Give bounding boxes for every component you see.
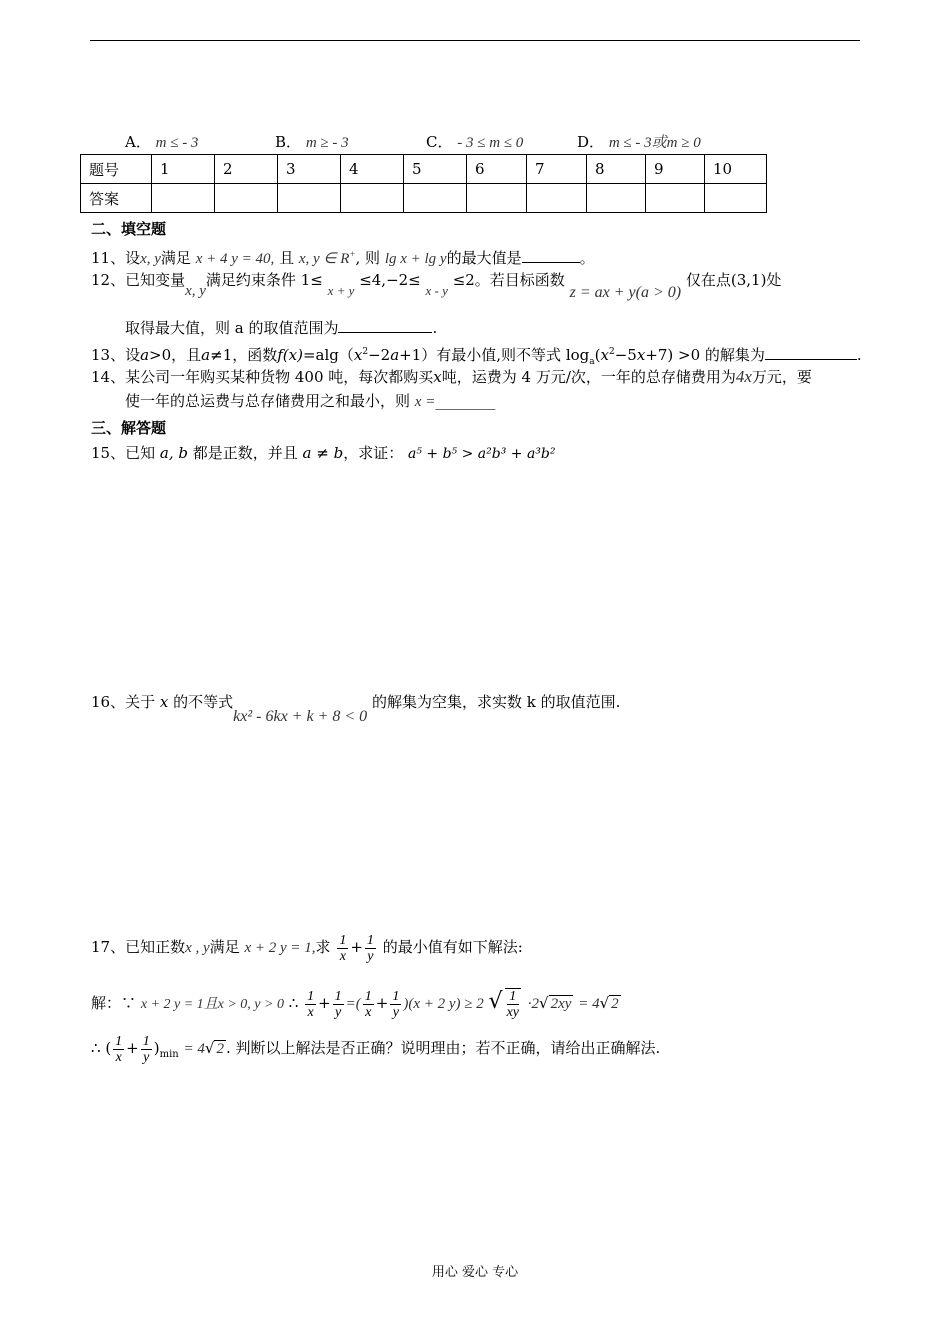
sqrt-2: 2 <box>216 1041 224 1057</box>
table-cell-number: 4 <box>341 155 404 184</box>
table-cell-number: 5 <box>404 155 467 184</box>
q16-prefix: 16、关于 <box>91 693 156 711</box>
q13-text2: >0，且 <box>149 346 202 364</box>
option-b-math: m ≥ - 3 <box>305 135 349 151</box>
q13-text3: ≠1，函数 <box>210 346 278 364</box>
sqrt-icon: √ <box>488 989 503 1014</box>
q12-text2: ≤4,−2≤ <box>359 271 421 289</box>
q17-solution-label: 解： <box>91 994 122 1012</box>
q14-text1: 14、某公司一年购买某种货物 400 吨，每次都购买 <box>91 368 434 386</box>
option-c <box>426 132 523 153</box>
fraction-1-over-x: $\frac{1}{x}$ <box>364 988 372 1020</box>
q14-text4: 使一年的总运费与总存储费用之和最小，则 <box>125 392 411 410</box>
q17-vars: x , y <box>185 940 210 956</box>
option-d-math: m ≤ - 3或m ≥ 0 <box>608 135 701 151</box>
table-cell-number: 3 <box>278 155 341 184</box>
q16-expression: kx² - 6kx + k + 8 < 0 <box>233 708 368 725</box>
fraction-1-over-y: $\frac{1}{y}$ <box>334 988 342 1020</box>
q13-fx: f(x) <box>277 346 303 364</box>
table-header-answer: 答案 <box>81 184 152 213</box>
table-cell-number: 7 <box>527 155 587 184</box>
therefore-symbol: ∴ <box>288 994 299 1012</box>
fraction-1-over-x: $\frac{1}{x}$ <box>115 1033 123 1065</box>
q11-suffix: 的最大值是 <box>446 249 522 267</box>
q14-x: x <box>433 368 442 386</box>
q11-mid: 满足 <box>160 249 191 267</box>
question-12-line1 <box>91 270 782 301</box>
answer-cell[interactable] <box>646 184 705 213</box>
q12-vars: x, y <box>185 283 206 299</box>
q14-text3: 万元，要 <box>751 368 812 386</box>
q12-text3: ≤2。若目标函数 <box>452 271 565 289</box>
option-d-label: D． <box>577 133 605 151</box>
table-cell-number: 6 <box>467 155 527 184</box>
q17-eq2: )(x + 2 y) ≥ 2 <box>403 996 484 1012</box>
q17-prefix: 17、已知正数 <box>91 938 186 956</box>
table-cell-number: 1 <box>152 155 215 184</box>
q17-suffix: 的最小值有如下解法: <box>382 938 523 956</box>
q11-answer-blank[interactable] <box>522 248 580 263</box>
page-footer: 用心 爱心 专心 <box>431 1265 519 1280</box>
q13-a3: a <box>390 346 400 364</box>
option-d <box>577 132 701 153</box>
q11-vars: x, y <box>140 251 161 267</box>
q13-text5: −2 <box>368 346 391 364</box>
fraction-1-over-x: $\frac{1}{x}$ <box>307 988 315 1020</box>
q11-expression: lg x + lg y <box>384 251 447 267</box>
q12-answer-blank[interactable] <box>338 318 432 333</box>
q11-condition: x + 4 y = 40, <box>195 251 275 267</box>
fraction-1-over-x: $\frac{1}{x}$ <box>339 932 347 964</box>
fraction-1-over-xy: $\frac{1}{xy}$ <box>506 989 520 1020</box>
q11-condition2: x, y ∈ R <box>298 251 350 267</box>
q13-a2: a <box>201 346 211 364</box>
answer-table <box>80 154 767 213</box>
q15-mid2: ，求证： <box>343 444 404 462</box>
q12-expr1: x + y <box>327 283 355 298</box>
q17-conclusion-text: . 判断以上解法是否正确？说明理由；若不正确，请给出正确解法. <box>225 1039 661 1057</box>
q17-condition: x + 2 y = 1, <box>244 940 316 956</box>
q17-solution: 解：∵ x + 2 y = 1且x > 0, y > 0 ∴ $\frac{1}{x}$ + $\frac{1}{y}$ =( $\frac{1}{x}$ + $\frac{1}{y}$ )(x + 2 y) ≥ 2 √ $\frac{1}{xy}$ ·2√ 2xy = 4√ 2 <box>91 988 619 1020</box>
answer-cell[interactable] <box>215 184 278 213</box>
answer-cell[interactable] <box>587 184 646 213</box>
question-11 <box>91 244 595 269</box>
q15-expression: a⁵ + b⁵ > a²b³ + a³b² <box>408 446 556 462</box>
q16-suffix: 的解集为空集，求实数 k 的取值范围. <box>371 693 621 711</box>
q13-x1: x <box>353 346 363 364</box>
therefore-symbol: ∴ <box>91 1039 101 1057</box>
sqrt-icon: √ <box>599 994 610 1012</box>
question-14-line2 <box>125 391 495 412</box>
q11-mid3: , 则 <box>355 249 381 267</box>
q15-ab: a, b <box>159 444 188 462</box>
answer-table-answer-row <box>81 184 767 213</box>
table-cell-number: 9 <box>646 155 705 184</box>
answer-cell[interactable] <box>278 184 341 213</box>
answer-cell[interactable] <box>404 184 467 213</box>
option-b-label: B． <box>275 133 302 151</box>
q13-text7: ( <box>594 346 601 364</box>
q14-4x: 4x <box>735 367 752 386</box>
q13-sup1: 2 <box>362 347 369 357</box>
q15-prefix: 15、已知 <box>91 444 156 462</box>
q12-line2: 取得最大值，则 a 的取值范围为 <box>125 319 339 337</box>
because-symbol: ∵ <box>121 994 137 1012</box>
q14-x-equals: x = <box>414 394 436 410</box>
q17-conclusion: ∴ ( $\frac{1}{x}$ + $\frac{1}{y}$ )$_{min} = 4√$ 2 . 判断以上解法是否正确？说明理由；若不正确，请给出正确解法. <box>91 1033 661 1065</box>
q17-eq4: = 4 <box>578 996 600 1012</box>
q14-answer-blank[interactable]: ________ <box>435 392 496 410</box>
q11-end: 。 <box>579 249 595 267</box>
q12-text4: 仅在点(3,1)处 <box>685 271 782 289</box>
fraction-1-over-y: $\frac{1}{y}$ <box>392 988 400 1020</box>
q13-a1: a <box>140 346 150 364</box>
q13-x2: x <box>600 346 609 364</box>
answer-cell[interactable] <box>527 184 587 213</box>
sqrt-2xy: 2xy <box>550 996 572 1012</box>
answer-cell[interactable] <box>705 184 767 213</box>
table-cell-number: 8 <box>587 155 646 184</box>
question-17: 17、已知正数x , y满足 x + 2 y = 1,求 $\frac{1}{x}$ + $\frac{1}{y}$ 的最小值有如下解法: <box>91 932 523 964</box>
q11-sup: + <box>349 249 356 259</box>
option-b <box>275 132 349 153</box>
question-14-line1 <box>91 367 812 387</box>
q13-answer-blank[interactable] <box>765 345 857 360</box>
question-12-line2 <box>125 318 437 338</box>
sqrt-2: 2 <box>611 996 619 1012</box>
q13-text9: +7) >0 的解集为 <box>645 346 765 364</box>
q13-text6: +1）有最小值,则不等式 log <box>399 346 590 364</box>
q13-text4: =alg（ <box>302 346 354 364</box>
table-cell-number: 10 <box>705 155 767 184</box>
option-a-math: m ≤ - 3 <box>155 135 199 151</box>
q12-text1: 满足约束条件 1≤ <box>205 271 323 289</box>
q13-sup2: 2 <box>608 347 615 357</box>
option-c-math: - 3 ≤ m ≤ 0 <box>457 135 524 151</box>
option-a-label: A． <box>125 133 151 151</box>
answer-table-number-row <box>81 155 767 184</box>
answer-cell[interactable] <box>152 184 215 213</box>
q13-end: . <box>856 346 862 364</box>
q16-x: x <box>159 693 169 711</box>
option-a <box>125 132 198 153</box>
q14-text2: 吨，运费为 4 万元/次，一年的总存储费用为 <box>441 368 736 386</box>
answer-cell[interactable] <box>341 184 404 213</box>
q12-objective: z = ax + y(a > 0) <box>569 284 682 301</box>
sqrt-icon: √ <box>539 994 549 1012</box>
sqrt-icon: √ <box>204 1039 215 1057</box>
q12-prefix: 12、已知变量 <box>91 271 186 289</box>
q13-text8: −5 <box>614 346 637 364</box>
table-header-number: 题号 <box>81 155 152 184</box>
q16-mid: 的不等式 <box>173 693 234 711</box>
q13-log-base: a <box>589 357 595 367</box>
question-15 <box>91 443 556 464</box>
q13-text1: 13、设 <box>91 346 141 364</box>
table-cell-number: 2 <box>215 155 278 184</box>
q17-mid2: 求 <box>315 938 331 956</box>
q17-conclusion-eq: = 4 <box>183 1041 205 1057</box>
q17-mid: 满足 <box>209 938 240 956</box>
q11-prefix: 11、设 <box>91 249 141 267</box>
q12-end: . <box>432 319 438 337</box>
section-answer-title: 三、解答题 <box>91 419 167 437</box>
fraction-1-over-y: $\frac{1}{y}$ <box>366 932 374 964</box>
q17-eq3: ·2 <box>527 996 540 1012</box>
q15-neq: a ≠ b <box>302 444 344 462</box>
q17-solution-condition: x + 2 y = 1且x > 0, y > 0 <box>140 997 284 1012</box>
q17-eq1: =( <box>345 996 361 1012</box>
question-16 <box>91 692 621 725</box>
q11-mid2: 且 <box>279 249 295 267</box>
q15-mid: 都是正数，并且 <box>192 444 298 462</box>
min-subscript: min <box>159 1049 179 1060</box>
option-c-label: C． <box>426 133 453 151</box>
q13-x3: x <box>636 346 646 364</box>
answer-cell[interactable] <box>467 184 527 213</box>
header-rule <box>90 40 860 41</box>
fraction-1-over-y: $\frac{1}{y}$ <box>142 1033 150 1065</box>
section-fill-in-title: 二、填空题 <box>91 220 167 238</box>
q12-expr2: x - y <box>425 283 448 298</box>
